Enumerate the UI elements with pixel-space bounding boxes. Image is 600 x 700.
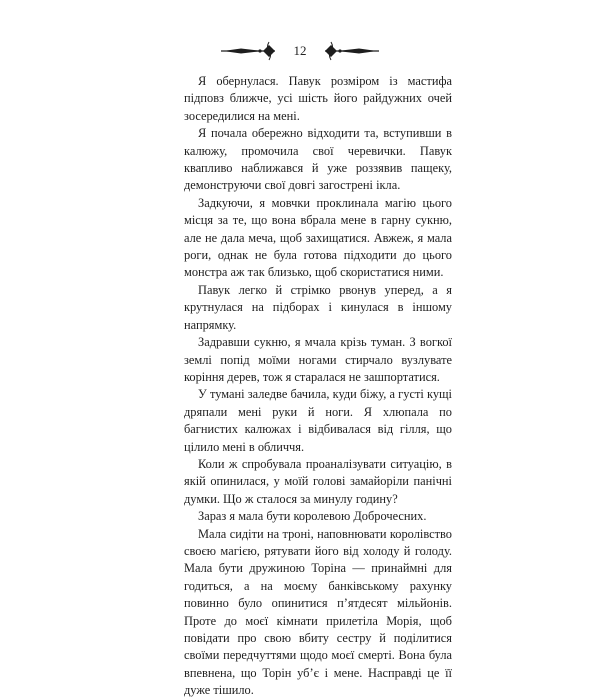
paragraph: Зараз я мала бути королевою Доброчесних. — [198, 509, 427, 524]
page-header — [0, 40, 600, 62]
paragraph: Мала сидіти на троні, наповнювати королівство своєю магією, рятувати його від холоду й голоду. Мала бути дружиною Торіна — принаймні для годиться, а на моєму банківському рахунку повинно було опинитися п’ятдесят мільйонів. Проте до моєї кімнати прилетіла Морія, щоб повідати про свою вбиту сестру й поділитися своїми передчуттями щодо моєї смерті. Вона була впевнена, що Торін уб’є і мене. Насправді це її дуже тішило. — [184, 526, 452, 698]
page-number: 12 — [293, 43, 307, 58]
paragraph: У тумані заледве бачила, куди біжу, а густі кущі дряпали мені руки й ноги. Я хлюпала по багнистих калюжах і відбивалася від гілля, що цілило мені в обличчя. — [184, 387, 452, 454]
paragraph: Я обернулася. Павук розміром із мастифа підповз ближче, усі шість його райдужних очей зосередилися на мені. — [184, 74, 452, 123]
body-text — [184, 73, 452, 700]
paragraph: Задравши сукню, я мчала крізь туман. З вогкої землі попід моїми ногами стирчало вузлувате коріння дерев, тож я старалася не зашпортатися. — [184, 335, 452, 384]
flourish-left-icon — [219, 40, 279, 62]
flourish-right-icon — [321, 40, 381, 62]
paragraph: Задкуючи, я мовчки проклинала магію цього місця за те, що вона вбрала мене в гарну сукню, але не дала меча, щоб захищатися. Авжеж, я мала роги, однак не була готова підходити до цього монстра аж так близько, щоб скористатися ними. — [184, 195, 452, 280]
paragraph: Коли ж спробувала проаналізувати ситуацію, в якій опинилася, у моїй голові замайоріли панічні думки. Що ж сталося за минулу годину? — [184, 456, 452, 506]
paragraph: Павук легко й стрімко рвонув уперед, а я крутнулася на підборах і кинулася в іншому напрямку. — [184, 282, 452, 332]
paragraph: Я почала обережно відходити та, вступивши в калюжу, промочила свої черевички. Павук квапливо наближався й уже роззявив пащеку, демонструючи свої довгі загострені ікла. — [184, 126, 452, 193]
